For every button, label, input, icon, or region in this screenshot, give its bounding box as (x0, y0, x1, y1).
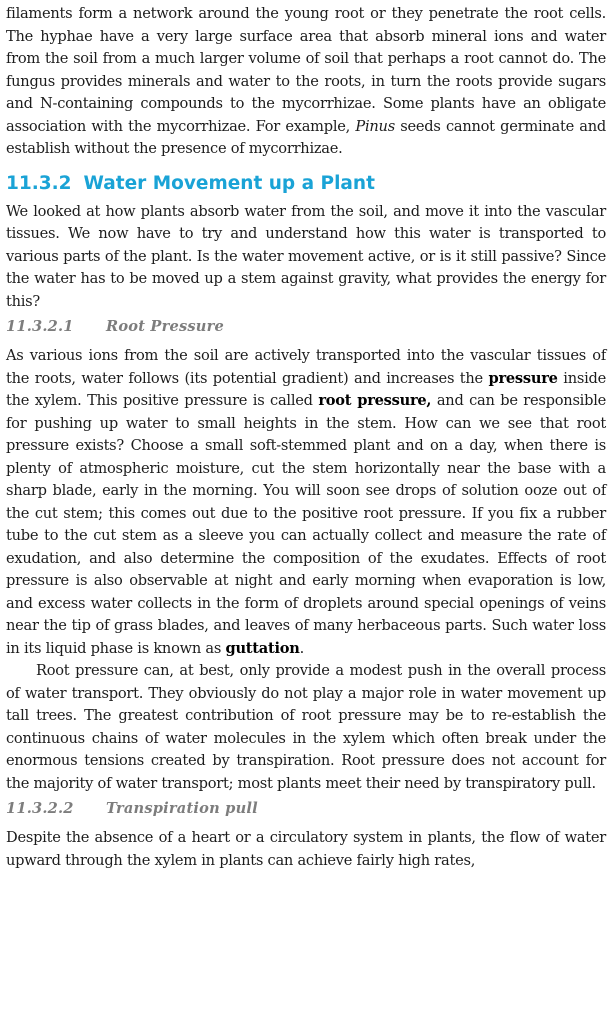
intro-text: filaments form a network around the young root or they penetrate the root cells. The hyphae have a very large surface area that absorb mineral ions and water from the soil from a much larger volume of soil that perhaps a root cannot do. The fungus provides minerals and water to the roots, in turn the roots provide sugars and N-containing compounds to the mycorrhizae. Some plants have an obligate association with the mycorrhizae. For example, (6, 5, 606, 135)
pressure-term: pressure (488, 369, 558, 387)
root-pressure-paragraph (6, 345, 606, 660)
subsection-title: Root Pressure (106, 318, 224, 335)
root-pressure-text-c: and can be responsible for pushing up water to small heights in the stem. How can we see that root pressure exists? Choose a small soft-stemmed plant and on a day, when there is plenty of atmospheric moisture, cut the stem horizontally near the base with a sharp blade, early in the morning. You will soon see drops of solution ooze out of the cut stem; this comes out due to the positive root pressure. If you fix a rubber tube to the cut stem as a sleeve you can actually collect and measure the rate of exudation, and also determine the composition of the exudates. Effects of root pressure is also observable at night and early morning when evaporation is low, and excess water collects in the form of droplets around special openings of veins near the tip of grass blades, and leaves of many herbaceous parts. Such water loss in its liquid phase is known as (6, 392, 606, 657)
section-number: 11.3.2 (6, 172, 72, 194)
subsection-number: 11.3.2.2 (6, 800, 74, 817)
root-pressure-term: root pressure, (318, 392, 432, 409)
subsection-heading-transpiration-pull (6, 797, 606, 821)
subsection-number: 11.3.2.1 (6, 318, 74, 335)
root-pressure-text-d: . (299, 639, 305, 657)
section-title: Water Movement up a Plant (83, 172, 375, 194)
subsection-title: Transpiration pull (106, 800, 258, 817)
root-pressure-text-a: As various ions from the soil are actively transported into the vascular tissues of the roots, water follows (its potential gradient) and increases the (6, 347, 606, 387)
pinus-term: Pinus (355, 117, 395, 135)
section-heading (6, 169, 606, 199)
root-pressure-paragraph-2: Root pressure can, at best, only provide a modest push in the overall process of water transport. They obviously do not play a major role in water movement up tall trees. The greatest contribution of root pressure may be to re-establish the continuous chains of water molecules in the xylem which often break under the enormous tensions created by transpiration. Root pressure does not account for the majority of water transport; most plants meet their need by transpiratory pull. (6, 662, 606, 792)
section-paragraph: We looked at how plants absorb water from the soil, and move it into the vascular tissues. We now have to try and understand how this water is transported to various parts of the plant. Is the water movement active, or is it still passive? Since the water has to be moved up a stem against gravity, what provides the energy for this? (6, 202, 606, 310)
transpiration-pull-paragraph: Despite the absence of a heart or a circulatory system in plants, the flow of water upward through the xylem in plants can achieve fairly high rates, (6, 829, 606, 869)
root-pressure-text-b: inside the xylem. This positive pressure is called (6, 369, 606, 409)
intro-paragraph (6, 3, 606, 161)
intro-text-after: seeds cannot germinate and establish without the presence of mycorrhizae. (6, 117, 607, 157)
guttation-term: guttation (225, 639, 300, 657)
subsection-heading-root-pressure (6, 315, 606, 339)
